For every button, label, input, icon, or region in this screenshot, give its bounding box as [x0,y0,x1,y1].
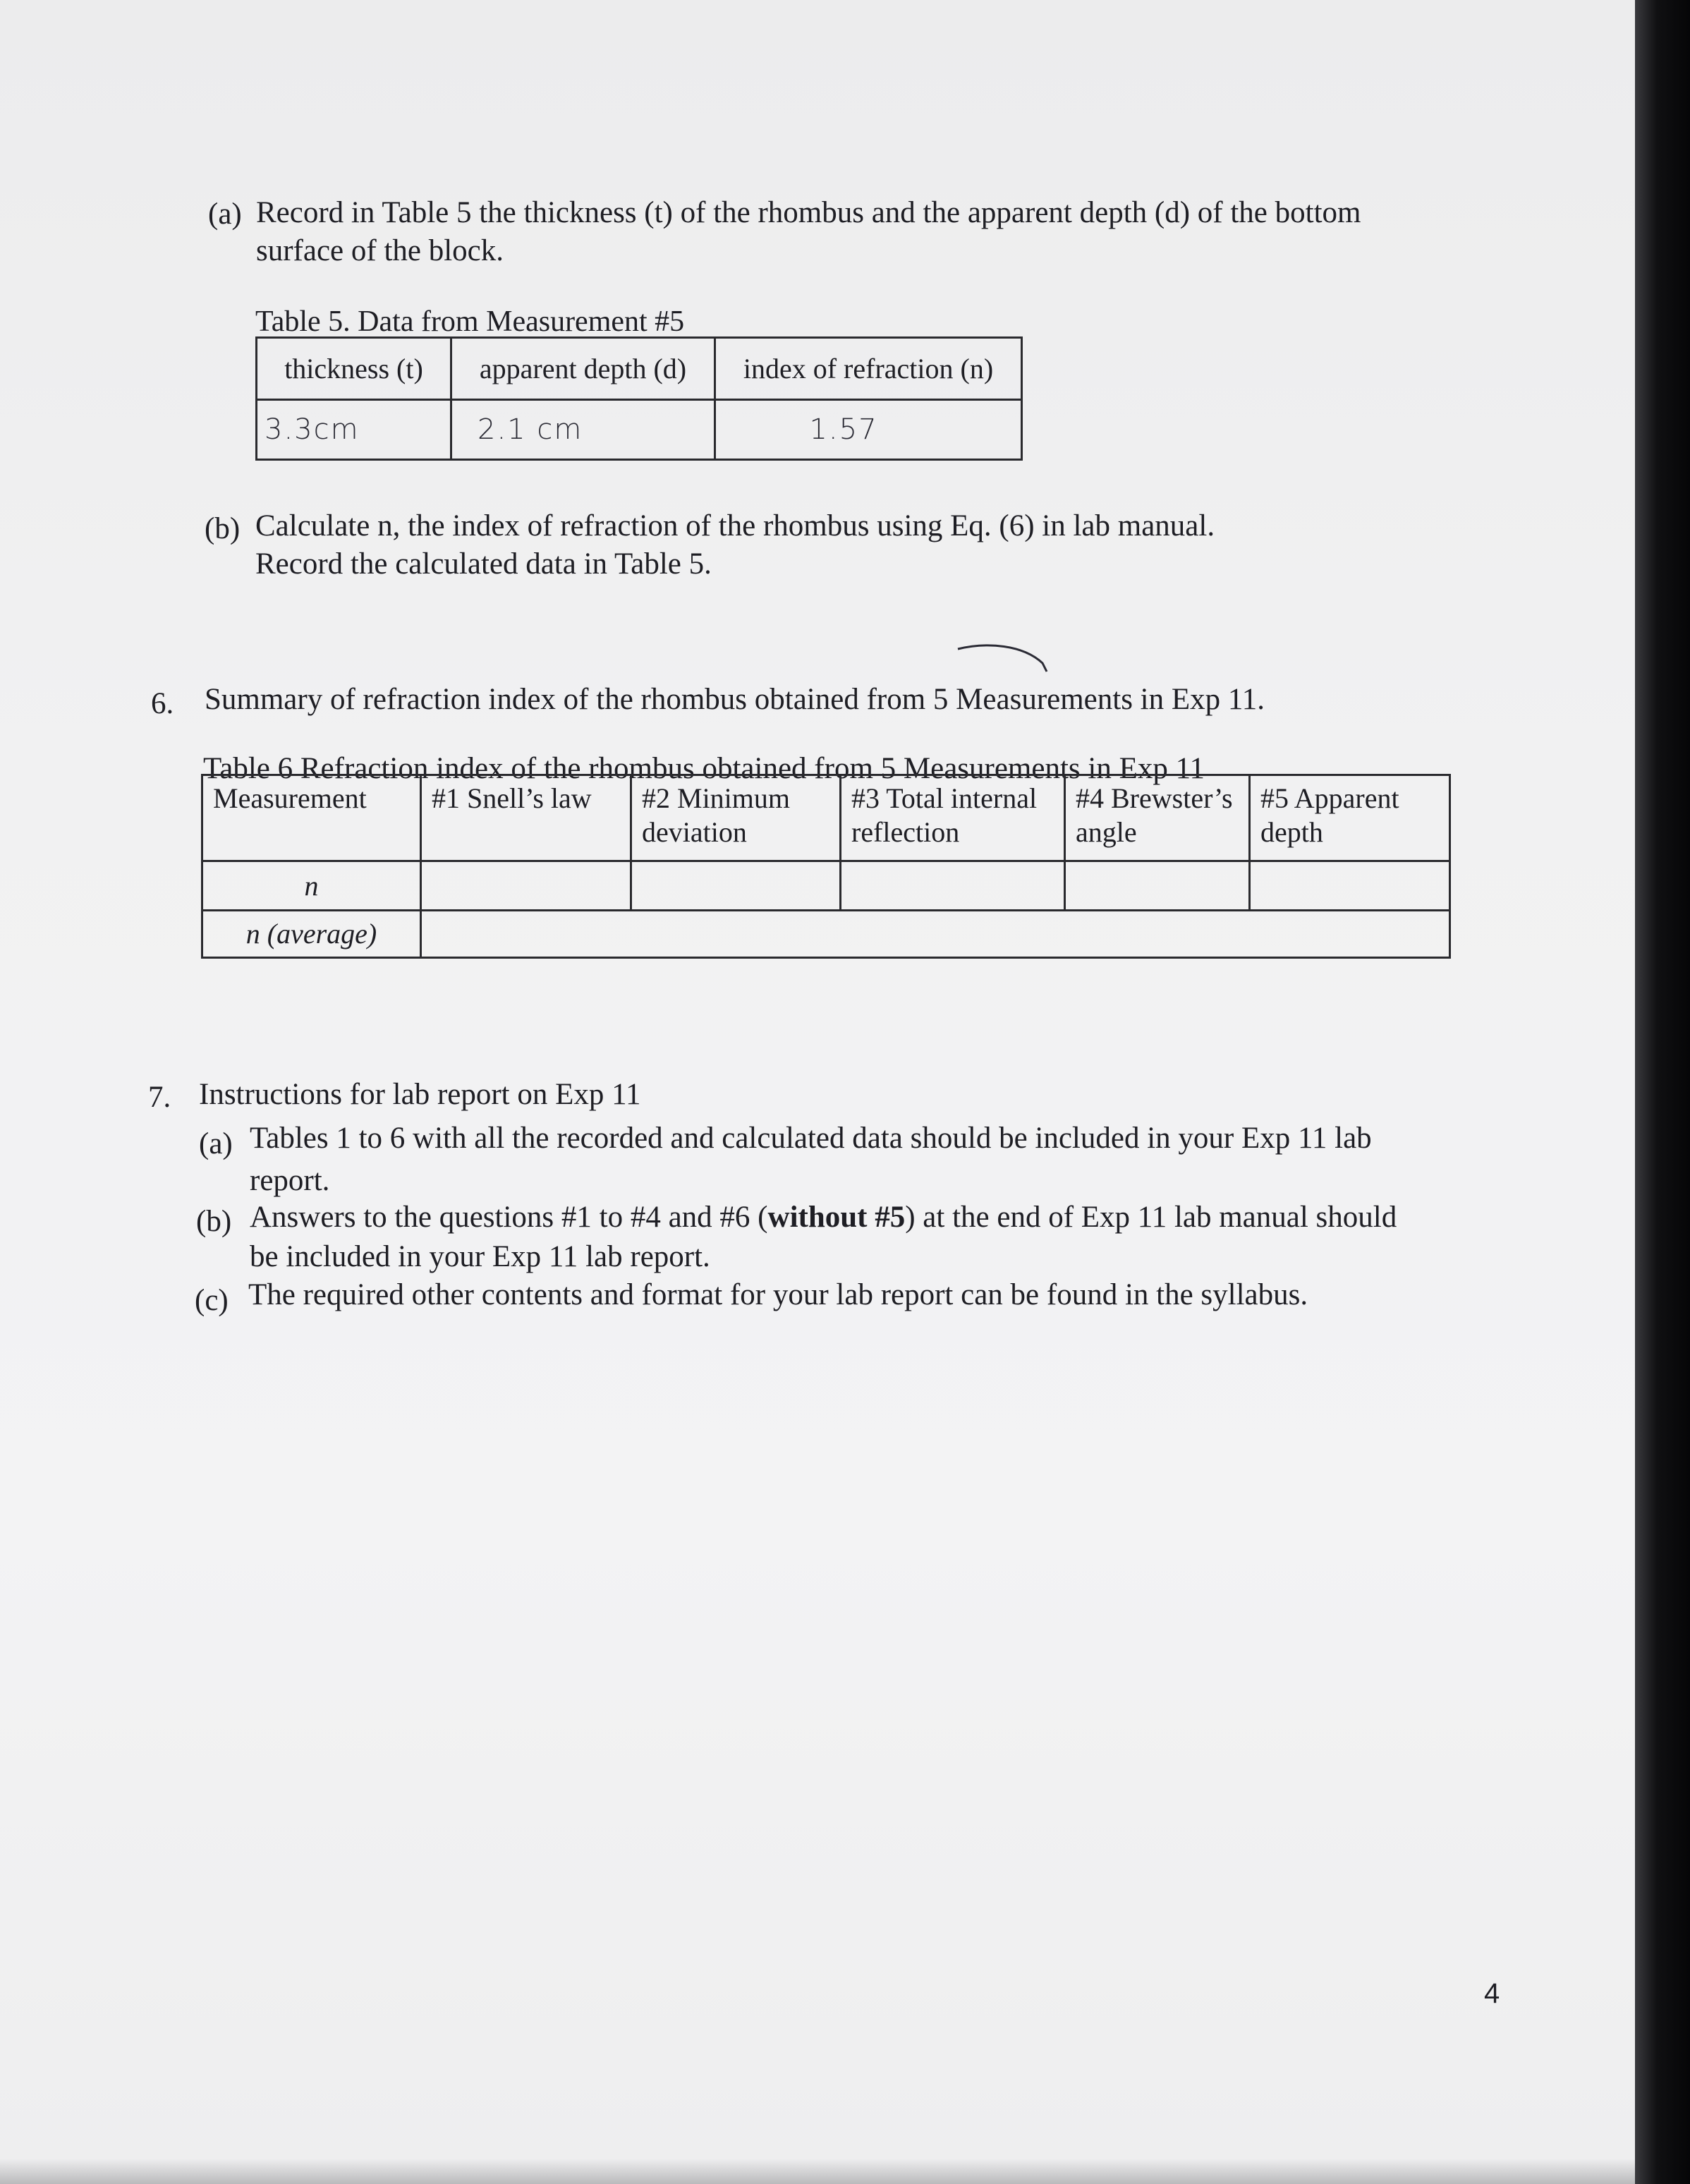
table6-cell-n-2 [632,862,841,911]
table6-header-brewster: #4 Brewster’s angle [1066,776,1251,862]
bottom-shadow [0,2159,1635,2184]
table5-header-index: index of refraction (n) [716,339,1021,401]
section6-text: Summary of refraction index of the rhombus obtained from 5 Measurements in Exp 11. [205,683,1265,716]
section7-c-label: (c) [195,1284,229,1317]
section7-b-line1-pre: Answers to the questions #1 to #4 and #6 ( [250,1201,768,1234]
table6-cell-avg [422,911,1449,957]
table6-row-avg-label: n (average) [203,911,422,957]
table5-value-thickness: 3.3cm [257,401,452,459]
table6-header-total-internal: #3 Total internal reflection [841,776,1066,862]
table6-cell-n-1 [422,862,632,911]
table6-header-min-deviation: #2 Minimum deviation [632,776,841,862]
table6-row-n-label: n [203,862,422,911]
table5-caption: Table 5. Data from Measurement #5 [255,305,685,338]
section7-b-line1 [250,1198,1397,1237]
section7-c-line1: The required other contents and format for your lab report can be found in the syllabus. [248,1278,1308,1311]
table5 [255,336,1023,461]
section6-number: 6. [151,687,174,720]
handwritten-arrow-mark [952,635,1058,698]
table5-header-depth: apparent depth (d) [452,339,716,401]
section7-number: 7. [148,1081,171,1114]
page-number: 4 [1484,1978,1500,2009]
table6-header-snell: #1 Snell’s law [422,776,632,862]
section7-a-line1: Tables 1 to 6 with all the recorded and calculated data should be included in your Exp 11 lab [250,1122,1372,1155]
section7-b-line1-post: ) at the end of Exp 11 lab manual should [905,1201,1397,1234]
table6 [201,774,1451,959]
section7-b-line2: be included in your Exp 11 lab report. [250,1240,710,1273]
table6-cell-n-4 [1066,862,1251,911]
section7-a-label: (a) [199,1127,233,1160]
part-b-line2: Record the calculated data in Table 5. [255,547,712,581]
part-b-line1: Calculate n, the index of refraction of the rhombus using Eq. (6) in lab manual. [255,509,1215,542]
part-b-label: (b) [205,512,241,545]
part-a-label: (a) [208,198,242,231]
part-a-line1: Record in Table 5 the thickness (t) of the rhombus and the apparent depth (d) of the bottom [256,196,1361,229]
section7-b-label: (b) [196,1205,232,1238]
section7-title: Instructions for lab report on Exp 11 [199,1078,641,1111]
table6-header-measurement: Measurement [203,776,422,862]
table5-value-depth: 2.1 cm [452,401,716,459]
table6-cell-n-3 [841,862,1066,911]
section7-b-line1-bold: without #5 [767,1201,906,1234]
table6-header-apparent-depth: #5 Apparent depth [1251,776,1449,862]
dark-right-edge [1635,0,1690,2184]
part-a-line2: surface of the block. [256,234,504,267]
table6-cell-n-5 [1251,862,1449,911]
table6-caption: Table 6 Refraction index of the rhombus obtained from 5 Measurements in Exp 11 [203,752,1205,785]
section7-a-line2: report. [250,1164,330,1197]
table5-header-thickness: thickness (t) [257,339,452,401]
table5-value-index: 1.57 [809,413,878,446]
